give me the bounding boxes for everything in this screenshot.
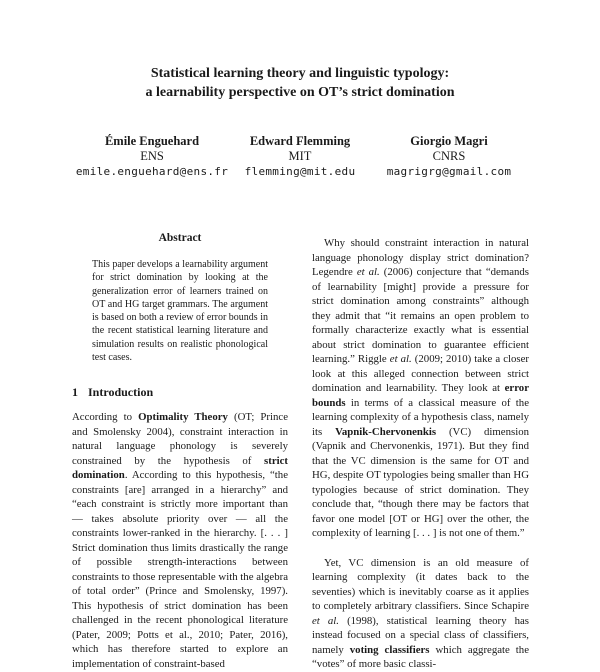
author-affiliation: MIT — [288, 149, 312, 163]
author-email[interactable]: emile.enguehard@ens.fr — [75, 165, 229, 178]
section-title: Introduction — [88, 385, 154, 400]
author-affiliation: CNRS — [432, 149, 466, 163]
right-column — [312, 236, 529, 672]
author-name: Émile Enguehard — [104, 134, 200, 148]
right-paragraph-2: Yet, VC dimension is an old measure of learning complexity (it dates back to the seventies) which is inevitably coarse as it applies to completely arbitrary classifiers. Since Schapire et al. (1998), statistical learning theory has instead focused on a special class of classifiers, namely voting classifiers which aggregate the “votes” of more basic classi- — [312, 556, 530, 670]
paper-title — [0, 64, 600, 102]
author-email[interactable]: magrigrg@gmail.com — [386, 165, 512, 178]
left-column — [72, 226, 288, 671]
section-number: 1 — [72, 385, 78, 400]
section-heading-introduction — [72, 385, 288, 400]
right-paragraph-1: Why should constraint interaction in natural language phonology display strict domination? Legendre et al. (2006) conjecture that “demands of learnability [might] provide a pressure for strict domination among constraints” although they admit that “it remains an open problem to formally characterize exactly what is essential about strict domination to guarantee efficient learning.” Riggle et al. (2009; 2010) take a closer look at this alleged connection between strict domination and learnability. They look at error bounds in terms of a classical measure of the learning complexity of a hypothesis class, namely its Vapnik-Chervonenkis (VC) dimension (Vapnik and Chervonenkis, 1971). But they find that the VC dimension is the same for OT and HG, despite OT typologies being smaller than HG typologies because of strict domination. They conclude that, “though there may be factors that favor one model [OT or HG] over the other, the complexity of learning [. . . ] is not one of them.” — [312, 237, 530, 539]
author-affiliation: ENS — [140, 149, 164, 163]
title-line-2: a learnability perspective on OT’s strict domination — [145, 85, 455, 100]
abstract-text: This paper develops a learnability argument for strict domination by looking at the generalization error of learners trained on OT and HG target grammars. The argument is based on both a review of error bounds in the recent statistical learning literature and simulation results on realistic phonological test cases. — [92, 259, 268, 364]
author-block-3 — [349, 134, 549, 179]
author-name: Edward Flemming — [249, 134, 351, 148]
author-email[interactable]: flemming@mit.edu — [244, 165, 356, 178]
author-name: Giorgio Magri — [410, 134, 488, 148]
title-line-1: Statistical learning theory and linguistic typology: — [150, 66, 450, 81]
intro-paragraph-1: According to Optimality Theory (OT; Prince and Smolensky 2004), constraint interaction in natural language phonology is severely constrained by the hypothesis of strict domination. According to this hypothesis, “the constraints [are] arranged in a hierarchy” and “each constraint is strictly more important than — takes absolute priority over — all the constraints lower-ranked in the hierarchy. [. . . ] Strict domination thus limits drastically the range of possible strength-interactions between constraints to those representable with the algebra of total order” (Prince and Smolensky, 1997). This hypothesis of strict domination has been challenged in the recent phonological literature (Pater, 2009; Potts et al., 2010; Pater, 2016), which has therefore started to explore an implementation of constraint-based — [72, 411, 289, 670]
abstract-heading: Abstract — [158, 232, 202, 244]
